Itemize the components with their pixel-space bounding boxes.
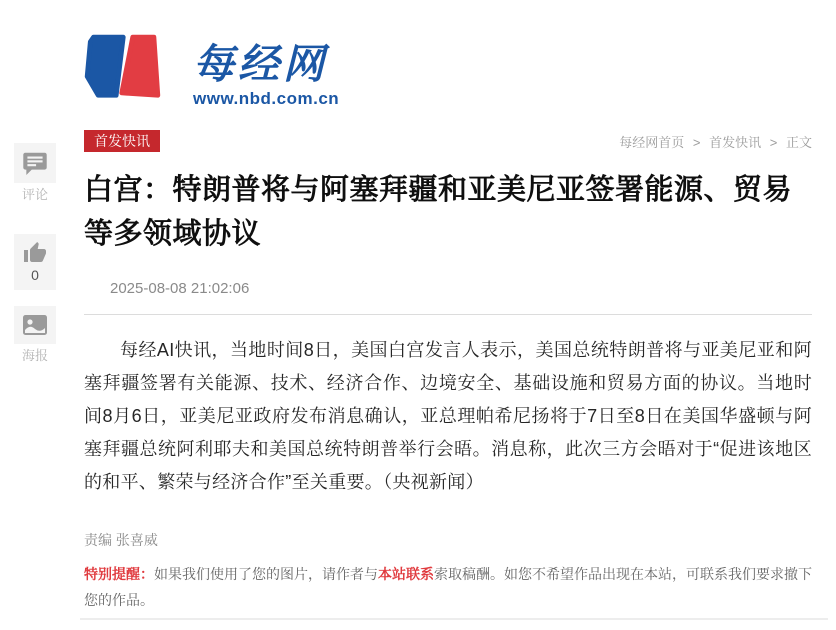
title-divider [84, 314, 812, 315]
like-button[interactable] [14, 234, 56, 290]
notice-text: 如果我们使用了您的图片，请作者与 [154, 566, 378, 582]
like-icon-box[interactable] [14, 234, 56, 290]
article-body: 每经AI快讯，当地时间8日，美国白宫发言人表示，美国总统特朗普将与亚美尼亚和阿塞拜疆签署有关能源、技术、经济合作、边境安全、基础设施和贸易方面的协议。当地时间8月6日，亚美尼亚政府发布消息确认，亚总理帕希尼扬将于7日至8日在美国华盛顿与阿塞拜疆总统阿利耶夫和美国总统特朗普举行会晤。消息称，此次三方会晤对于“促进该地区的和平、繁荣与经济合作”至关重要。（央视新闻） [84, 340, 812, 492]
contact-site-link[interactable]: 本站联系 [378, 566, 434, 582]
like-count: 0 [31, 267, 39, 283]
comment-button[interactable] [14, 143, 56, 202]
thumbs-up-icon [23, 241, 47, 265]
notice-text: 索取稿酬。如您不希望作品出现在本站，可联系我们要求撤下您的作品。 [84, 566, 812, 608]
comment-icon-box[interactable] [14, 143, 56, 183]
site-header [84, 0, 812, 113]
category-badge[interactable]: 首发快讯 [84, 130, 160, 152]
comment-label: 评论 [21, 187, 48, 202]
breadcrumb-home-link[interactable]: 每经网首页 [619, 134, 685, 150]
comment-icon [22, 150, 48, 176]
publish-time: 2025-08-08 21:02:06 [110, 280, 250, 297]
poster-button[interactable] [14, 306, 56, 363]
page-bottom-divider [80, 618, 828, 620]
breadcrumb-separator: > [769, 134, 778, 150]
share-sidebar [14, 143, 56, 363]
poster-image-icon [22, 314, 48, 336]
breadcrumb-section-link[interactable]: 首发快讯 [709, 134, 762, 150]
breadcrumb [619, 132, 812, 151]
article-content [84, 0, 812, 613]
site-url: www.nbd.com.cn [193, 89, 340, 108]
breadcrumb-current: 正文 [785, 134, 812, 150]
copyright-notice [84, 561, 812, 613]
breadcrumb-separator: > [692, 134, 701, 150]
logo-text [193, 26, 339, 109]
meta-row [84, 130, 812, 152]
nbd-logo-mark [84, 26, 161, 108]
notice-prefix: 特别提醒： [84, 566, 154, 582]
editor-line: 责编 张喜威 [84, 532, 158, 548]
poster-icon-box[interactable] [14, 306, 56, 344]
article-title: 白宫：特朗普将与阿塞拜疆和亚美尼亚签署能源、贸易等多领域协议 [84, 174, 793, 250]
site-name: 每经网 [193, 41, 328, 87]
poster-label: 海报 [21, 348, 48, 363]
site-logo[interactable] [84, 26, 812, 109]
